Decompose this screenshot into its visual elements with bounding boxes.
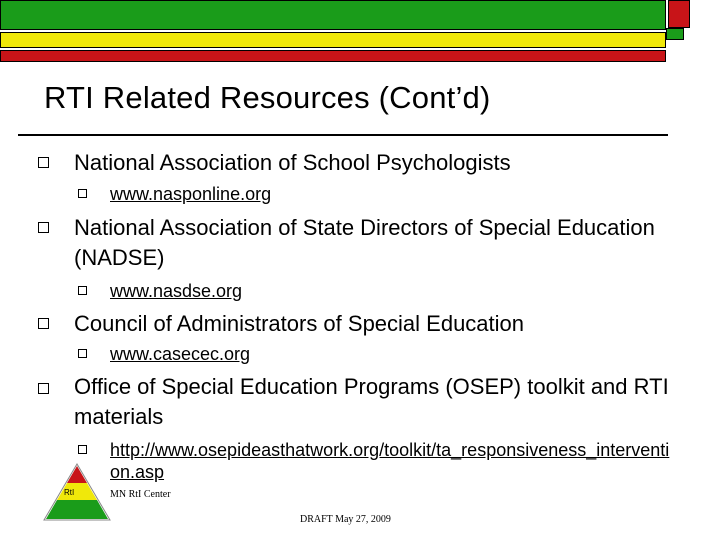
slide-title: RTI Related Resources (Cont’d) bbox=[44, 80, 491, 115]
sub-bullet-icon bbox=[78, 189, 87, 198]
sub-bullet-icon bbox=[78, 286, 87, 295]
bullet-icon bbox=[38, 222, 49, 233]
title-divider bbox=[18, 134, 668, 136]
header-band-red bbox=[0, 50, 666, 62]
resource-item-osep: Office of Special Education Programs (OSEP) toolkit and RTI materials bbox=[74, 374, 669, 429]
footer-draft-date: DRAFT May 27, 2009 bbox=[300, 514, 391, 525]
sub-bullet-icon bbox=[78, 349, 87, 358]
bullet-icon bbox=[38, 383, 49, 394]
bullet-icon bbox=[38, 318, 49, 329]
corner-square-red bbox=[668, 0, 690, 28]
header-band-yellow bbox=[0, 32, 666, 48]
resource-link-nasp[interactable]: www.nasponline.org bbox=[110, 184, 272, 204]
resource-item-case: Council of Administrators of Special Education bbox=[74, 311, 525, 336]
resource-link-nasdse[interactable]: www.nasdse.org bbox=[110, 281, 243, 301]
header-band-green bbox=[0, 0, 666, 30]
corner-square-green bbox=[666, 28, 684, 40]
resource-item-nasdse: National Association of State Directors of Special Education (NADSE) bbox=[74, 215, 655, 270]
resource-link-osep[interactable]: http://www.osepideasthatwork.org/toolkit/ta_responsiveness_intervention.asp bbox=[110, 440, 670, 482]
logo-text: RtI bbox=[64, 488, 75, 497]
resource-link-case[interactable]: www.casecec.org bbox=[110, 344, 251, 364]
rti-triangle-logo-icon bbox=[42, 462, 112, 522]
bullet-icon bbox=[38, 157, 49, 168]
center-label: MN RtI Center bbox=[110, 489, 171, 500]
resource-item-nasp: National Association of School Psychologists bbox=[74, 150, 511, 175]
sub-bullet-icon bbox=[78, 445, 87, 454]
